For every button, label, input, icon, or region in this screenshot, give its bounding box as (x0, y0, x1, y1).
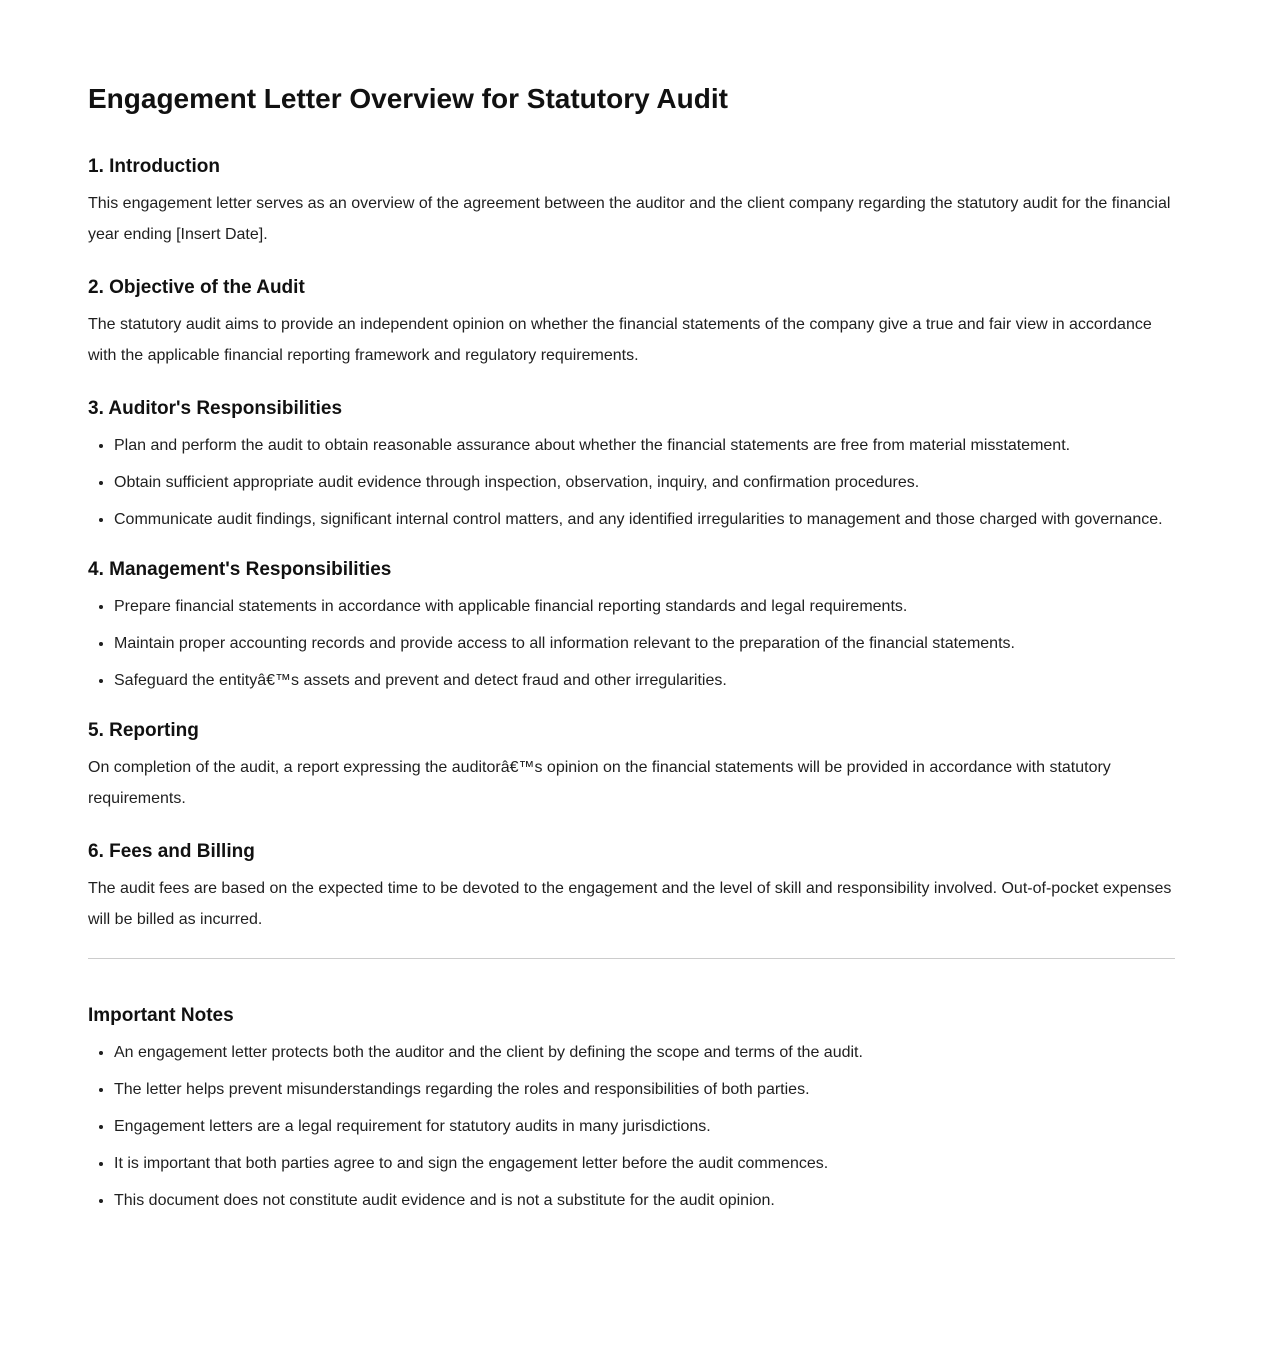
heading-fees-billing: 6. Fees and Billing (88, 841, 255, 862)
paragraph-objective: The statutory audit aims to provide an independent opinion on whether the financial statements of the company give a true and fair view in accordance with the applicable financial reporting framework and regulatory requirements. (88, 316, 1152, 364)
list-item: • Prepare financial statements in accordance with applicable financial reporting standards and legal requirements. (114, 591, 1175, 622)
management-responsibilities-list (88, 591, 1175, 696)
list-item: • It is important that both parties agree to and sign the engagement letter before the audit commences. (114, 1148, 1175, 1179)
list-item: • Safeguard the entityâ€™s assets and prevent and detect fraud and other irregularities. (114, 665, 1175, 696)
list-item: • Communicate audit findings, significant internal control matters, and any identified irregularities to management and those charged with governance. (114, 504, 1175, 535)
list-item: • An engagement letter protects both the auditor and the client by defining the scope and terms of the audit. (114, 1037, 1175, 1068)
heading-management-responsibilities: 4. Management's Responsibilities (88, 559, 392, 580)
important-notes-list (88, 1037, 1175, 1216)
heading-objective: 2. Objective of the Audit (88, 277, 305, 298)
page-title: Engagement Letter Overview for Statutory Audit (88, 83, 728, 114)
list-item: • Obtain sufficient appropriate audit evidence through inspection, observation, inquiry, and confirmation procedures. (114, 467, 1175, 498)
heading-reporting: 5. Reporting (88, 720, 199, 741)
paragraph-fees-billing: The audit fees are based on the expected time to be devoted to the engagement and the level of skill and responsibility involved. Out-of-pocket expenses will be billed as incurred. (88, 880, 1172, 928)
list-item: • Engagement letters are a legal requirement for statutory audits in many jurisdictions. (114, 1111, 1175, 1142)
list-item: • Plan and perform the audit to obtain reasonable assurance about whether the financial statements are free from material misstatement. (114, 430, 1175, 461)
list-item: • Maintain proper accounting records and provide access to all information relevant to the preparation of the financial statements. (114, 628, 1175, 659)
heading-auditor-responsibilities: 3. Auditor's Responsibilities (88, 398, 343, 419)
list-item: • The letter helps prevent misunderstandings regarding the roles and responsibilities of both parties. (114, 1074, 1175, 1105)
paragraph-introduction: This engagement letter serves as an overview of the agreement between the auditor and the client company regarding the statutory audit for the financial year ending [Insert Date]. (88, 195, 1171, 243)
list-item: • This document does not constitute audit evidence and is not a substitute for the audit opinion. (114, 1185, 1175, 1216)
heading-important-notes: Important Notes (88, 1005, 234, 1026)
paragraph-reporting: On completion of the audit, a report expressing the auditorâ€™s opinion on the financial statements will be provided in accordance with statutory requirements. (88, 759, 1111, 807)
heading-introduction: 1. Introduction (88, 156, 220, 177)
auditor-responsibilities-list (88, 430, 1175, 535)
divider (88, 958, 1175, 959)
